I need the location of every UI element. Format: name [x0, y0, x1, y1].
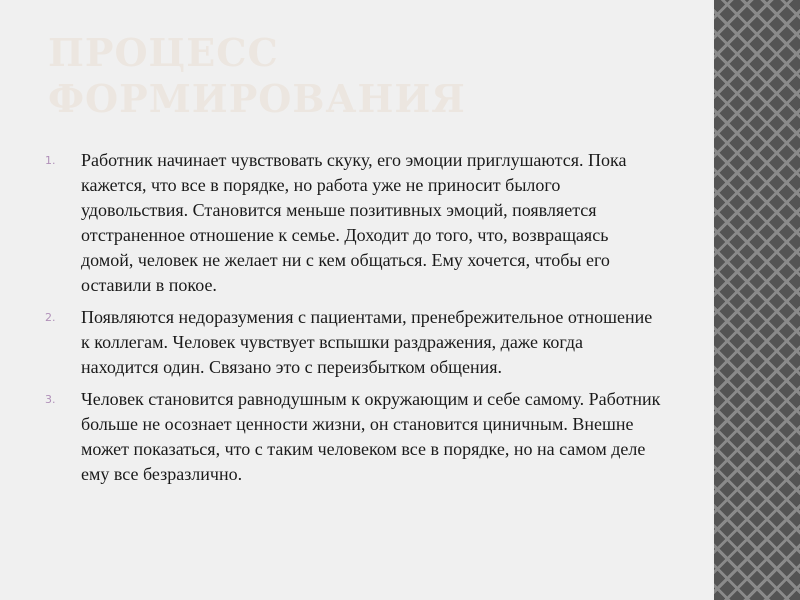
decorative-side-panel	[712, 0, 800, 600]
stage-list	[45, 148, 665, 494]
list-item-text: Работник начинает чувствовать скуку, его эмоции приглушаются. Пока кажется, что все в порядке, но работа уже не приносит былого удовольствия. Становится меньше позитивных эмоций, появляется отстраненное отношение к семье. Доходит до того, что, возвращаясь домой, человек не желает ни с кем общаться. Ему хочется, чтобы его оставили в покое.	[81, 150, 627, 295]
list-item	[45, 387, 665, 487]
slide-title-line-1: ПРОЦЕСС	[48, 30, 279, 75]
slide-title	[48, 30, 466, 122]
list-item-number: 1.	[45, 154, 56, 167]
list-item	[45, 148, 665, 298]
list-item-text: Человек становится равнодушным к окружающим и себе самому. Работник больше не осознает ценности жизни, он становится циничным. Внешне может показаться, что с таким человеком все в порядке, но на самом деле ему все безразлично.	[81, 389, 661, 484]
slide-title-line-2: ФОРМИРОВАНИЯ	[48, 76, 466, 121]
list-item-number: 2.	[45, 311, 56, 324]
list-item	[45, 305, 665, 380]
list-item-number: 3.	[45, 393, 56, 406]
list-item-text: Появляются недоразумения с пациентами, пренебрежительное отношение к коллегам. Человек чувствует вспышки раздражения, даже когда находится один. Связано это с переизбытком общения.	[81, 307, 653, 377]
